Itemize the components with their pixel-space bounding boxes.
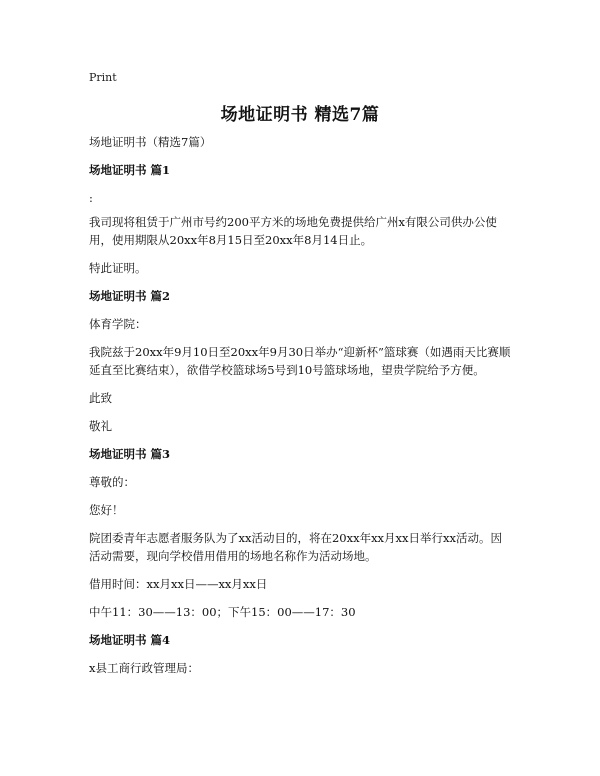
- section-3-paragraph-1: 尊敬的：: [89, 475, 135, 489]
- section-1-mark: :: [89, 191, 93, 205]
- section-heading-4: 场地证明书 篇4: [89, 633, 171, 647]
- section-3-paragraph-5: 中午11：30——13：00；下午15：00——17：30: [89, 605, 356, 619]
- section-1-paragraph-2: 特此证明。: [89, 261, 147, 275]
- document-title: 场地证明书 精选7篇: [220, 105, 380, 125]
- section-2-paragraph-3: 此致: [89, 391, 112, 405]
- section-1-paragraph-1: 我司现将租赁于广州市号约200平方米的场地免费提供给广州x有限公司供办公使用，使用期限从20xx年8月15日至20xx年8月14日止。: [89, 215, 497, 247]
- section-heading-2: 场地证明书 篇2: [89, 289, 171, 303]
- section-3-paragraph-2: 您好！: [89, 503, 124, 517]
- section-3-paragraph-3: 院团委青年志愿者服务队为了xx活动目的，将在20xx年xx月xx日举行xx活动。因活动需要，现向学校借用借用的场地名称作为活动场地。: [89, 531, 502, 563]
- section-3-paragraph-4: 借用时间：xx月xx日——xx月xx日: [89, 577, 268, 591]
- print-label: Print: [89, 71, 117, 84]
- document-subtitle: 场地证明书（精选7篇）: [89, 135, 212, 149]
- section-heading-1: 场地证明书 篇1: [89, 163, 171, 177]
- section-2-paragraph-2: 我院兹于20xx年9月10日至20xx年9月30日举办“迎新杯”篮球赛（如遇雨天比赛顺延直至比赛结束），欲借学校篮球场5号到10号篮球场地，望贵学院给予方便。: [89, 345, 511, 377]
- document-body: [89, 133, 513, 687]
- section-4-paragraph-1: x县工商行政管理局：: [89, 661, 199, 675]
- section-heading-3: 场地证明书 篇3: [89, 447, 171, 461]
- section-2-paragraph-1: 体育学院：: [89, 317, 147, 331]
- section-2-paragraph-4: 敬礼: [89, 419, 112, 433]
